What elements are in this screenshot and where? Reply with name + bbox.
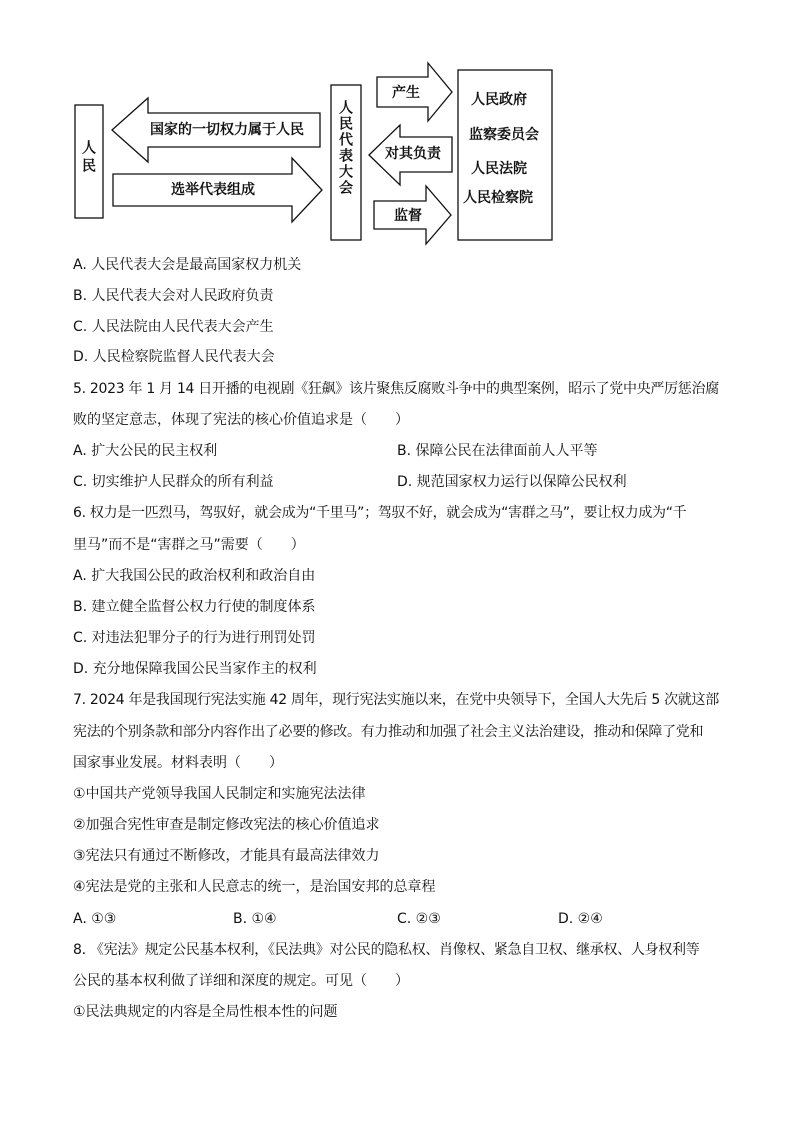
q7-item-3: ③宪法只有通过不断修改，才能具有最高法律效力: [73, 848, 380, 864]
q5-option-d: D. 规范国家权力运行以保障公民权利: [397, 474, 627, 490]
q7-stem-line1: 7. 2024 年是我国现行宪法实施 42 周年，现行宪法实施以来，在党中央领导下，全国人大先后 5 次就这部: [73, 692, 719, 708]
q7-option-c: C. ②③: [397, 911, 441, 927]
organ-court: 人民法院: [471, 161, 527, 177]
q7-stem-line3: 国家事业发展。材料表明（ ）: [73, 755, 283, 771]
q8-stem-line2: 公民的基本权利做了详细和深度的规定。可见（ ）: [73, 973, 409, 989]
q7-item-2: ②加强合宪性审查是制定修改宪法的核心价值追求: [73, 817, 380, 833]
arrow-bottom-label: 选举代表组成: [171, 182, 255, 198]
constitution-diagram: [0, 0, 794, 260]
q7-stem-line2: 宪法的个别条款和部分内容作出了必要的修改。有力推动和加强了社会主义法治建设，推动和保障了党和: [73, 724, 704, 740]
q6-stem-line1: 6. 权力是一匹烈马，驾驭好，就会成为“千里马”；驾驭不好，就会成为“害群之马”，要让权力成为“千: [73, 505, 687, 521]
q5-option-b: B. 保障公民在法律面前人人平等: [397, 443, 598, 459]
q7-option-d: D. ②④: [558, 911, 603, 927]
q5-option-c: C. 切实维护人民群众的所有利益: [73, 474, 274, 490]
responsible-label: 对其负责: [385, 146, 441, 162]
produce-label: 产生: [392, 85, 420, 101]
people-label: 人民: [80, 140, 96, 176]
q7-option-a: A. ①③: [73, 911, 117, 927]
q4-option-d: D. 人民检察院监督人民代表大会: [73, 349, 275, 365]
arrow-top-label: 国家的一切权力属于人民: [150, 122, 304, 138]
organ-government: 人民政府: [471, 92, 527, 108]
supervise-label: 监督: [394, 208, 422, 224]
q7-option-b: B. ①④: [233, 911, 277, 927]
q5-stem-line2: 败的坚定意志，体现了宪法的核心价值追求是（ ）: [73, 412, 409, 428]
q6-option-a: A. 扩大我国公民的政治权利和政治自由: [73, 568, 316, 584]
q8-stem-line1: 8. 《宪法》规定公民基本权利，《民法典》对公民的隐私权、肖像权、紧急自卫权、继承权、人身权利等: [73, 942, 700, 958]
organ-procuratorate: 人民检察院: [463, 190, 533, 206]
npc-label: 人民代表大会: [337, 100, 353, 196]
q7-item-1: ①中国共产党领导我国人民制定和实施宪法法律: [73, 786, 366, 802]
q8-item-1: ①民法典规定的内容是全局性根本性的问题: [73, 1004, 338, 1020]
q6-stem-line2: 里马”而不是“害群之马”需要（ ）: [73, 537, 305, 553]
organ-supervisory-commission: 监察委员会: [469, 127, 539, 143]
q6-option-c: C. 对违法犯罪分子的行为进行刑罚处罚: [73, 630, 316, 646]
q4-option-b: B. 人民代表大会对人民政府负责: [73, 288, 274, 304]
q5-stem-line1: 5. 2023 年 1 月 14 日开播的电视剧《狂飙》该片聚焦反腐败斗争中的典型案例，昭示了党中央严厉惩治腐: [73, 381, 719, 397]
q5-option-a: A. 扩大公民的民主权利: [73, 443, 218, 459]
q6-option-b: B. 建立健全监督公权力行使的制度体系: [73, 599, 316, 615]
q6-option-d: D. 充分地保障我国公民当家作主的权利: [73, 661, 317, 677]
q7-item-4: ④宪法是党的主张和人民意志的统一，是治国安邦的总章程: [73, 879, 436, 895]
q4-option-a: A. 人民代表大会是最高国家权力机关: [73, 257, 302, 273]
q4-option-c: C. 人民法院由人民代表大会产生: [73, 319, 274, 335]
